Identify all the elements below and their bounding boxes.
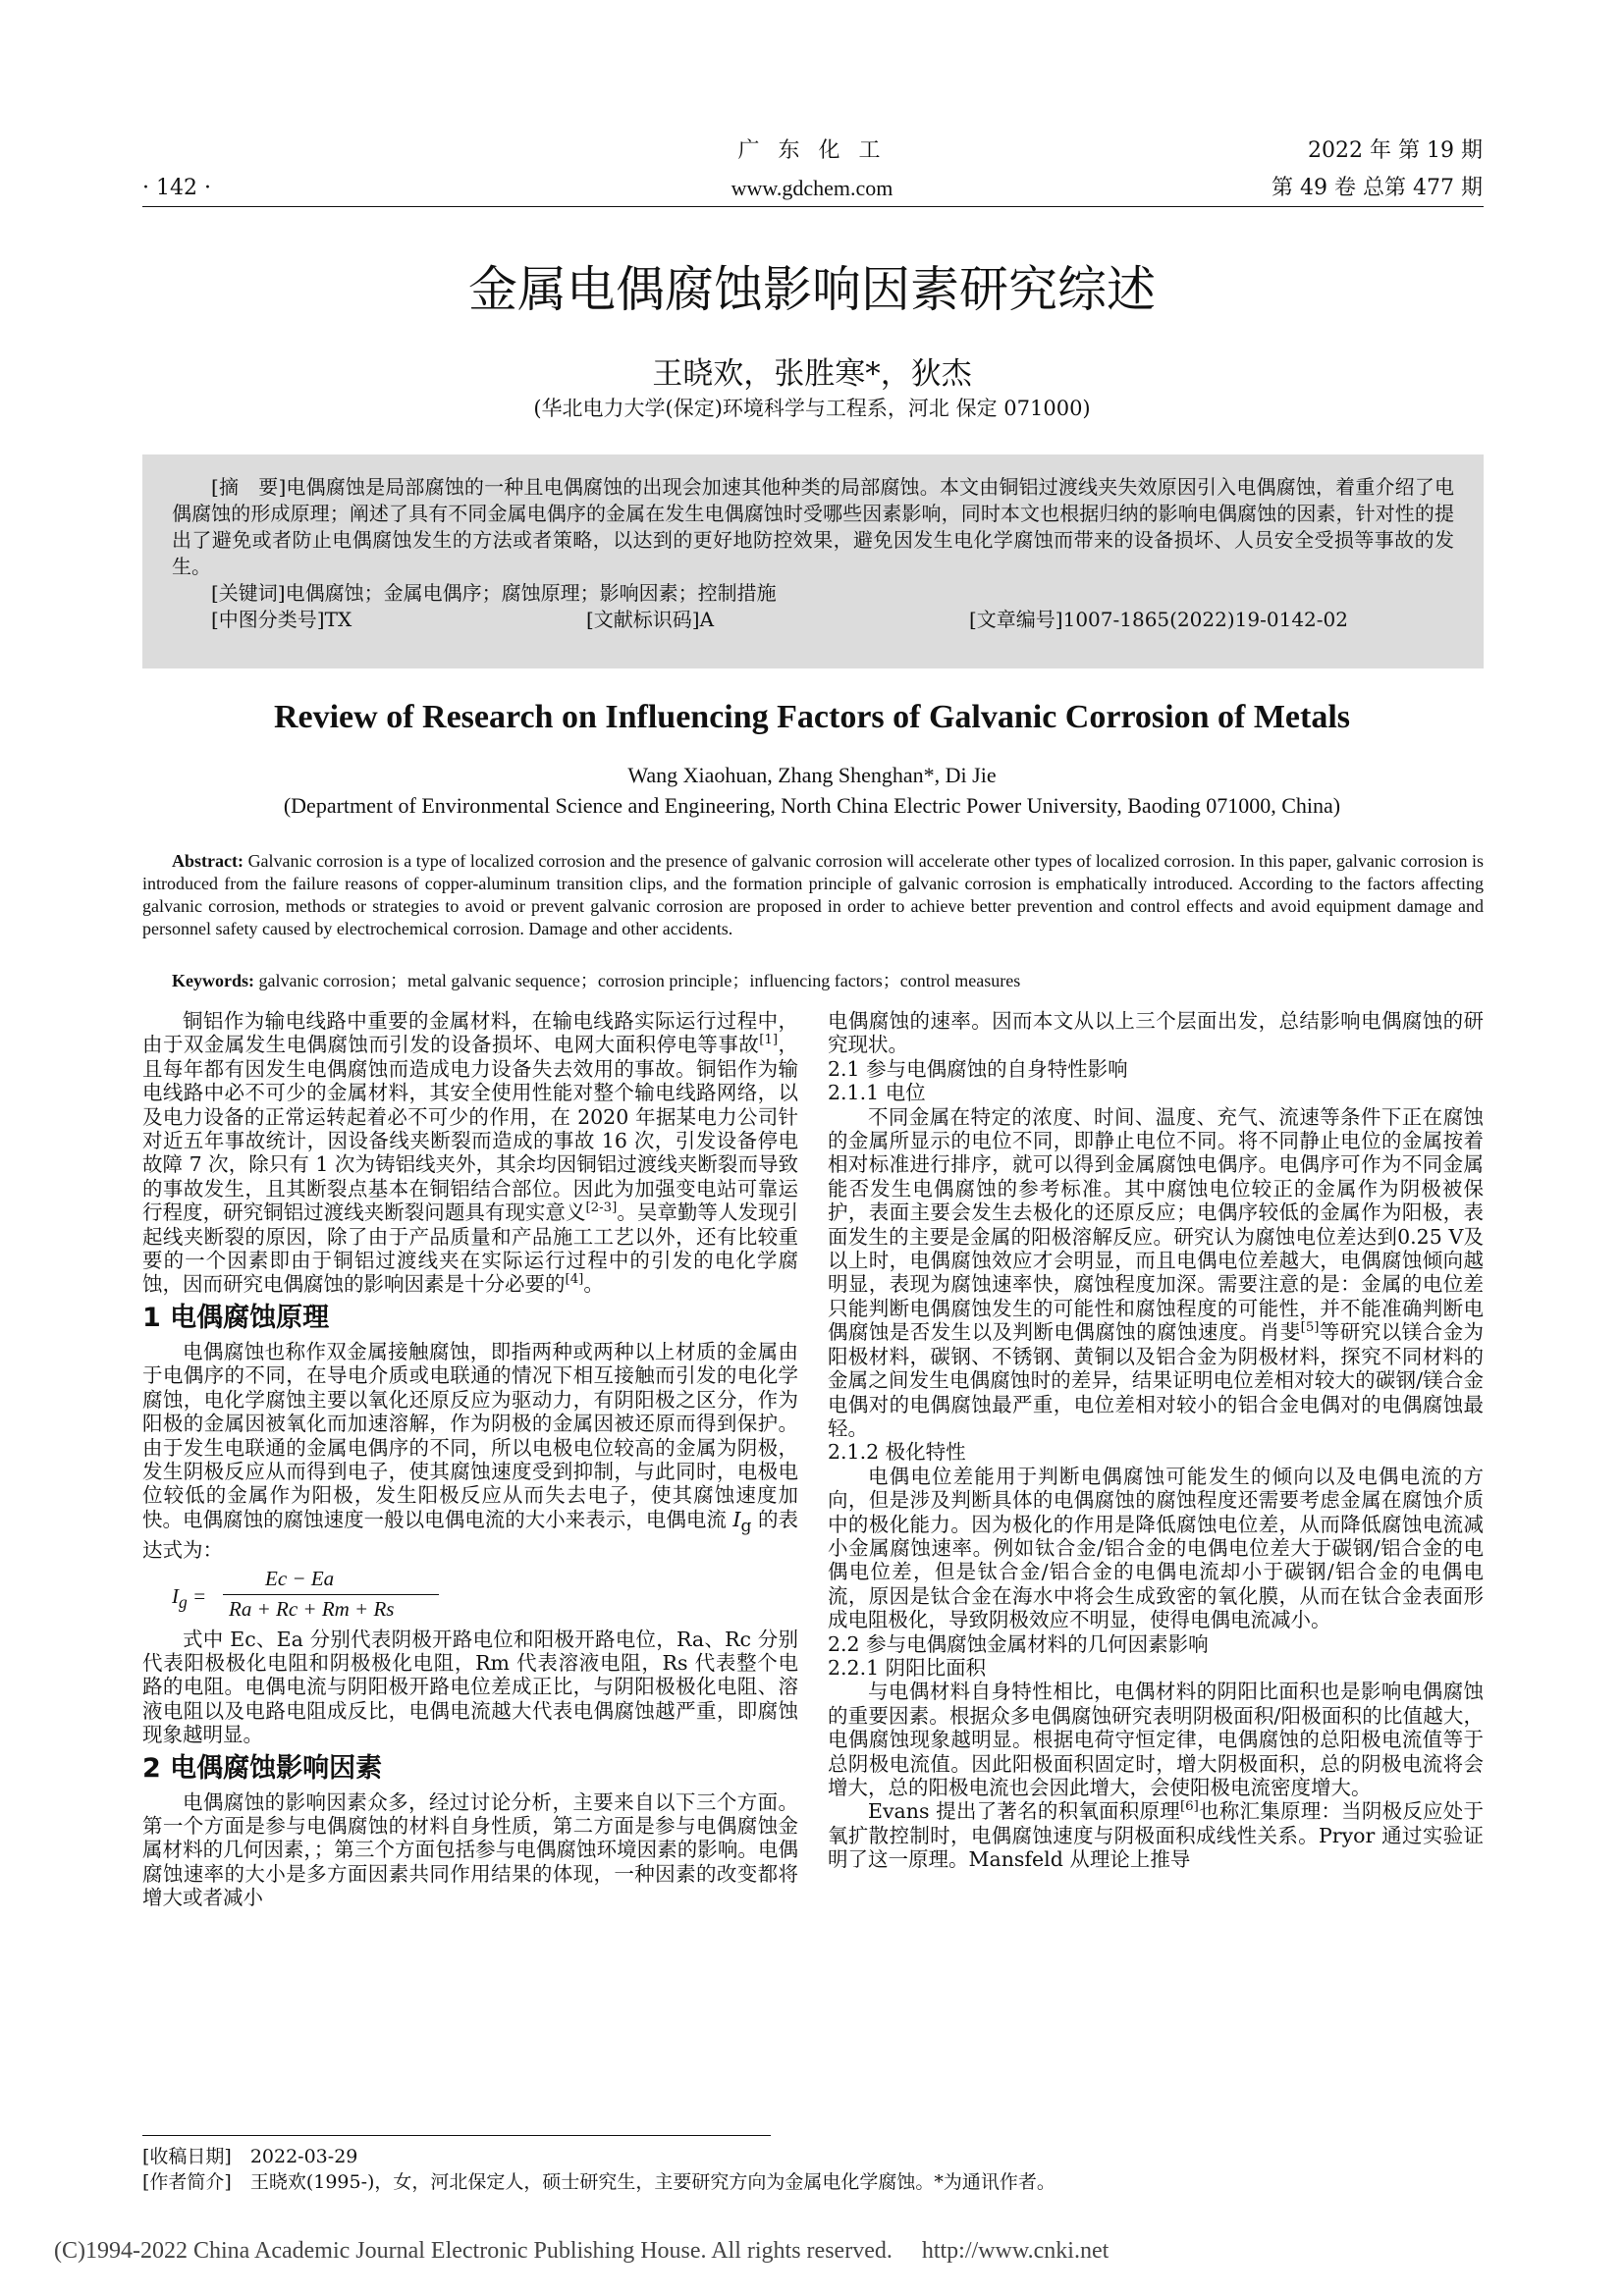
- subsection-2-2: 2.2 参与电偶腐蚀金属材料的几何因素影响: [828, 1631, 1209, 1656]
- volume-info: 第 49 卷 总第 477 期: [1272, 176, 1483, 200]
- subsection-2-2-1: 2.2.1 阴阳比面积: [828, 1655, 987, 1680]
- section-heading-2: 2 电偶腐蚀影响因素: [142, 1752, 383, 1784]
- abstract-en-text: Galvanic corrosion is a type of localized corrosion and the presence of galvanic corrosion will accelerate other types of localized corrosion. In this paper, galvanic corrosion is introduced from the failure reasons of copper-aluminum transition clips, and the formation principle of galvanic corrosion is emphatically introduced. According to the factors affecting galvanic corrosion, methods or strategies to avoid or prevent galvanic corrosion are proposed in order to achieve better prevention and control effects and avoid equipment damage and personnel safety caused by electrochemical corrosion. Damage and other accidents.: [142, 851, 1485, 938]
- subsection-2-1: 2.1 参与电偶腐蚀的自身特性影响: [828, 1056, 1128, 1081]
- keywords-en: [172, 967, 1484, 992]
- received-date: [收稿日期] 2022-03-29: [142, 2146, 358, 2167]
- keywords-en-label: Keywords:: [172, 971, 254, 990]
- journal-name: 广 东 化 工: [737, 138, 887, 163]
- area-ratio-paragraph: 与电偶材料自身特性相比，电偶材料的阴阳比面积也是影响电偶腐蚀的重要因素。根据众多电偶腐蚀研究表明阴极面积/阳极面积的比值越大，电偶腐蚀现象越明显。根据电荷守恒定律，电偶腐蚀的总阳极电流值等于总阴极电流值。因此阳极面积固定时，增大阴极面积，总的阴极电流将会增大，总的阳极电流也会因此增大，会使阳极电流密度增大。: [828, 1680, 1484, 1799]
- body-left-column: [142, 1009, 798, 1910]
- footnote-rule: [142, 2135, 771, 2136]
- author-bio: [作者简介] 王晓欢(1995-)，女，河北保定人，硕士研究生，主要研究方向为金属电化学腐蚀。*为通讯作者。: [142, 2171, 1056, 2193]
- factors-paragraph: 电偶腐蚀的影响因素众多，经过讨论分析，主要来自以下三个方面。第一个方面是参与电偶腐蚀的材料自身性质，第二方面是参与电偶腐蚀金属材料的几何因素，；第三个方面包括参与电偶腐蚀环境因素的影响。电偶腐蚀速率的大小是多方面因素共同作用结果的体现，一种因素的改变都将增大或者减小: [142, 1789, 798, 1910]
- authors-cn: 王晓欢，张胜寒*，狄杰: [652, 356, 972, 392]
- section-heading-1: 1 电偶腐蚀原理: [142, 1302, 330, 1333]
- journal-website: www.gdchem.com: [731, 176, 893, 200]
- abstract-en: [142, 850, 1484, 940]
- citation-5[interactable]: [5]: [1300, 1320, 1320, 1336]
- title-cn: 金属电偶腐蚀影响因素研究综述: [468, 261, 1156, 318]
- authors-en: Wang Xiaohuan, Zhang Shenghan*, Di Jie: [627, 763, 997, 787]
- title-en: Review of Research on Influencing Factors of Galvanic Corrosion of Metals: [273, 699, 1351, 735]
- principle-paragraph: 电偶腐蚀也称作双金属接触腐蚀，即指两种或两种以上材质的金属由于电偶序的不同，在导电介质或电联通的情况下相互接触而引发的电化学腐蚀，电化学腐蚀主要以氧化还原反应为驱动力，有阴阳极之区分，作为阳极的金属因被氧化而加速溶解，作为阴极的金属因被还原而得到保护。由于发生电联通的金属电偶序的不同，所以电极电位较高的金属为阴极，发生阴极反应从而得到电子，使其腐蚀速度受到抑制，与此同时，电极电位较低的金属作为阳极，发生阳极反应从而失去电子，使其腐蚀速度加快。电偶腐蚀的腐蚀速度一般以电偶电流的大小来表示，电偶电流 $I_g$ 的表达式为：: [142, 1339, 798, 1563]
- page-number: · 142 ·: [142, 176, 211, 200]
- body-right-column: [828, 1009, 1484, 1872]
- copyright-notice: (C)1994-2022 China Academic Journal Electronic Publishing House. All rights reserved. http://www.cnki.net: [54, 2238, 1110, 2264]
- fraction-bar: [223, 1594, 439, 1595]
- citation-4[interactable]: [4]: [565, 1272, 584, 1288]
- affiliation-en: (Department of Environmental Science and Engineering, North China Electric Power University, Baoding 071000, China): [283, 793, 1341, 818]
- equation-denominator: Ra + Rc + Rm + Rs: [229, 1596, 395, 1621]
- abstract-cn-text: [摘 要]电偶腐蚀是局部腐蚀的一种且电偶腐蚀的出现会加速其他种类的局部腐蚀。本文由铜铝过渡线夹失效原因引入电偶腐蚀，着重介绍了电偶腐蚀的形成原理；阐述了具有不同金属电偶序的金属在发生电偶腐蚀时受哪些因素影响，同时本文也根据归纳的影响电偶腐蚀的因素，针对性的提出了避免或者防止电偶腐蚀发生的方法或者策略，以达到的更好地防控效果，避免因发生电化学腐蚀而带来的设备损坏、人员安全受损等事故的发生。: [172, 475, 1454, 578]
- keywords-cn: [关键词]电偶腐蚀；金属电偶序；腐蚀原理；影响因素；控制措施: [211, 581, 777, 605]
- abstract-en-label: Abstract:: [172, 851, 244, 871]
- polarization-paragraph: 电偶电位差能用于判断电偶腐蚀可能发生的倾向以及电偶电流的方向，但是涉及判断具体的电偶腐蚀的腐蚀程度还需要考虑金属在腐蚀介质中的极化能力。因为极化的作用是降低腐蚀电位差，从而降低腐蚀电流减小金属腐蚀速率。例如钛合金/铝合金的电偶电位差大于碳钢/铝合金的电偶电位差，但是钛合金/铝合金的电偶电流却小于碳钢/铝合金的电偶电流，原因是钛合金在海水中将会生成致密的氧化膜，从而在钛合金表面形成电阻极化，导致阴极效应不明显，使得电偶电流减小。: [828, 1464, 1484, 1632]
- affiliation-cn: (华北电力大学(保定)环境科学与工程系，河北 保定 071000): [533, 397, 1091, 420]
- subsection-2-1-2: 2.1.2 极化特性: [828, 1440, 966, 1465]
- evans-paragraph: Evans 提出了著名的积氧面积原理[6]也称汇集原理：当阴极反应处于氧扩散控制时，电偶腐蚀速度与阴极面积成线性关系。Pryor 通过实验证明了这一原理。Mansfeld 从理论上推导: [828, 1799, 1485, 1872]
- equation-numerator: Ec − Ea: [265, 1566, 335, 1590]
- keywords-en-text: galvanic corrosion；metal galvanic sequence；corrosion principle；influencing factors；control measures: [258, 971, 1021, 990]
- clc-number: [中图分类号]TX: [211, 608, 352, 631]
- abstract-cn-box: [142, 454, 1484, 668]
- potential-paragraph: 不同金属在特定的浓度、时间、温度、充气、流速等条件下正在腐蚀的金属所显示的电位不同，即静止电位不同。将不同静止电位的金属按着相对标准进行排序，就可以得到金属腐蚀电偶序。电偶序可作为不同金属能否发生电偶腐蚀的参考标准。其中腐蚀电位较正的金属作为阴极被保护，表面主要会发生去极化的还原反应；电偶序较低的金属作为阳极，表面发生的主要是金属的阳极溶解反应。研究认为腐蚀电位差达到0.25 V及以上时，电偶腐蚀效应才会明显，而且电偶电位差越大，电偶腐蚀倾向越明显，表现为腐蚀速率快，腐蚀程度加深。需要注意的是：金属的电位差只能判断电偶腐蚀发生的可能性和腐蚀程度的可能性，并不能准确判断电偶腐蚀是否发生以及判断电偶腐蚀的腐蚀速度。肖斐[5]等研究以镁合金为阳极材料，碳钢、不锈钢、黄铜以及铝合金为阴极材料，探究不同材料的金属之间发生电偶腐蚀时的差异，结果证明电位差相对较大的碳钢/镁合金电偶对的电偶腐蚀最严重，电位差相对较小的铝合金电偶对的电偶腐蚀最轻。: [828, 1104, 1485, 1440]
- galvanic-current-equation: $I_g$ = Ec − Ea Ra + Rc + Rm + Rs: [172, 1567, 798, 1624]
- citation-2-3[interactable]: [2-3]: [585, 1201, 618, 1216]
- equation-explanation: 式中 Ec、Ea 分别代表阴极开路电位和阳极开路电位，Ra、Rc 分别代表阳极极化电阻和阴极极化电阻，Rm 代表溶液电阻，Rs 代表整个电路的电阻。电偶电流与阴阳极开路电位差成正比，与阴阳极极化电阻、溶液电阻以及电路电阻成反比，电偶电流越大代表电偶腐蚀越严重，即腐蚀现象越明显。: [142, 1627, 798, 1747]
- header-rule: [142, 206, 1484, 207]
- issue-info: 2022 年 第 19 期: [1308, 138, 1483, 163]
- citation-6[interactable]: [6]: [1179, 1799, 1199, 1815]
- intro-paragraph: 铜铝作为输电线路中重要的金属材料，在输电线路实际运行过程中，由于双金属发生电偶腐蚀而引发的设备损坏、电网大面积停电等事故[1]，且每年都有因发生电偶腐蚀而造成电力设备失去效用的事故。铜铝作为输电线路中必不可少的金属材料，其安全使用性能对整个输电线路网络，以及电力设备的正常运转起着必不可少的作用，在 2020 年据某电力公司针对近五年事故统计，因设备线夹断裂而造成的事故 16 次，引发设备停电故障 7 次，除只有 1 次为铸铝线夹外，其余均因铜铝过渡线夹断裂而导致的事故发生，且其断裂点基本在铜铝结合部位。因此为加强变电站可靠运行程度，研究铜铝过渡线夹断裂问题具有现实意义[2-3]。吴章勤等人发现引起线夹断裂的原因，除了由于产品质量和产品施工工艺以外，还有比较重要的一个因素即由于铜铝过渡线夹在实际运行过程中的引发的电化学腐蚀，因而研究电偶腐蚀的影响因素是十分必要的[4]。: [142, 1009, 799, 1297]
- classification-row: [172, 607, 1454, 633]
- article-number: [文章编号]1007-1865(2022)19-0142-02: [969, 608, 1348, 631]
- continued-paragraph: 电偶腐蚀的速率。因而本文从以上三个层面出发，总结影响电偶腐蚀的研究现状。: [828, 1009, 1484, 1057]
- citation-1[interactable]: [1]: [759, 1033, 779, 1048]
- document-code: [文献标识码]A: [586, 608, 715, 631]
- subsection-2-1-1: 2.1.1 电位: [828, 1081, 926, 1105]
